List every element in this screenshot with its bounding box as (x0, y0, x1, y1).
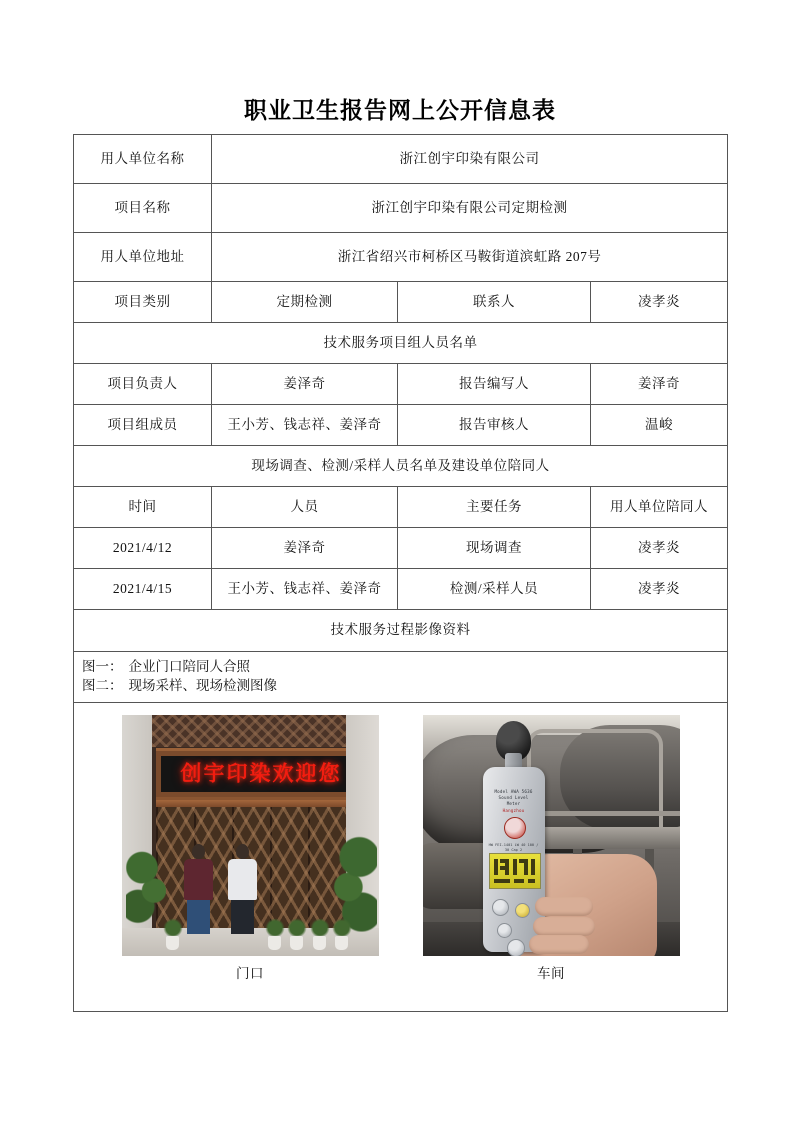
table-row (74, 569, 728, 610)
led-sign (161, 756, 347, 792)
led-sign-text: 创宇印染欢迎您 (180, 761, 342, 786)
cell-main-task: 检测/采样人员 (398, 569, 591, 610)
row-label-report-reviewer: 报告审核人 (398, 405, 591, 446)
row-value-contact-person: 凌孝炎 (591, 282, 728, 323)
cell-main-task: 现场调查 (398, 528, 591, 569)
section-band-team-list: 技术服务项目组人员名单 (74, 323, 728, 364)
row-label-contact-person: 联系人 (398, 282, 591, 323)
figure-text: 企业门口陪同人合照 (128, 659, 250, 674)
column-header-main-task: 主要任务 (398, 487, 591, 528)
figure-key: 图一： (82, 659, 123, 674)
row-label-employer-name: 用人单位名称 (74, 135, 212, 184)
photo-entrance (122, 715, 379, 956)
photo-block-entrance (122, 715, 379, 984)
table-row (74, 702, 728, 1011)
photo-block-workshop (423, 715, 680, 984)
figure-list-item (82, 677, 727, 696)
row-label-project-category: 项目类别 (74, 282, 212, 323)
meter-brand-text: Model AWA 5636 Sound Level Meter Hangzhou (491, 789, 537, 814)
table-row (74, 610, 728, 652)
row-label-team-members: 项目组成员 (74, 405, 212, 446)
meter-button[interactable] (507, 939, 525, 956)
table-row (74, 364, 728, 405)
row-value-project-leader: 姜泽奇 (212, 364, 398, 405)
row-value-report-writer: 姜泽奇 (591, 364, 728, 405)
cell-time: 2021/4/15 (74, 569, 212, 610)
photo-caption-entrance: 门口 (236, 965, 265, 981)
row-label-project-leader: 项目负责人 (74, 364, 212, 405)
figure-key: 图二： (82, 677, 123, 693)
cell-time: 2021/4/12 (74, 528, 212, 569)
column-header-people: 人员 (212, 487, 398, 528)
table-row (74, 446, 728, 487)
row-value-project-name: 浙江创宇印染有限公司定期检测 (212, 184, 728, 233)
public-information-table (73, 134, 728, 1012)
row-label-employer-address: 用人单位地址 (74, 233, 212, 282)
row-value-employer-address: 浙江省绍兴市柯桥区马鞍街道滨虹路 207号 (212, 233, 728, 282)
meter-model-line: Model AWA 5636 (494, 788, 533, 794)
column-header-time: 时间 (74, 487, 212, 528)
table-row (74, 233, 728, 282)
row-value-project-category: 定期检测 (212, 282, 398, 323)
table-row (74, 184, 728, 233)
figure-list-item (82, 658, 727, 677)
meter-badge-icon (504, 817, 526, 839)
meter-type-line: Sound Level Meter (498, 795, 529, 807)
cell-escort: 凌孝炎 (591, 528, 728, 569)
figure-list (74, 652, 728, 703)
row-label-report-writer: 报告编写人 (398, 364, 591, 405)
figure-text: 现场采样、现场检测图像 (128, 677, 277, 693)
meter-button[interactable] (515, 903, 530, 918)
meter-button[interactable] (492, 899, 509, 916)
table-row (74, 282, 728, 323)
section-band-media: 技术服务过程影像资料 (74, 610, 728, 652)
meter-button[interactable] (497, 923, 512, 938)
row-value-employer-name: 浙江创宇印染有限公司 (212, 135, 728, 184)
person-figure (228, 844, 257, 934)
column-header-escort: 用人单位陪同人 (591, 487, 728, 528)
table-row (74, 135, 728, 184)
cell-people: 姜泽奇 (212, 528, 398, 569)
table-row (74, 405, 728, 446)
table-row (74, 323, 728, 364)
photo-workshop (423, 715, 680, 956)
row-value-team-members: 王小芳、钱志祥、姜泽奇 (212, 405, 398, 446)
photo-caption-workshop: 车间 (537, 965, 566, 981)
meter-lcd-display (489, 853, 541, 889)
table-row (74, 528, 728, 569)
section-band-survey-list: 现场调查、检测/采样人员名单及建设单位陪同人 (74, 446, 728, 487)
cell-people: 王小芳、钱志祥、姜泽奇 (212, 569, 398, 610)
person-figure (184, 844, 213, 934)
table-row (74, 652, 728, 703)
meter-spec-text: HW FEI-1401 LW 40 100 / 30 Cap 2 (488, 842, 539, 852)
table-row (74, 487, 728, 528)
cell-escort: 凌孝炎 (591, 569, 728, 610)
row-value-report-reviewer: 温峻 (591, 405, 728, 446)
row-label-project-name: 项目名称 (74, 184, 212, 233)
photo-gallery (74, 702, 728, 1011)
page-title: 职业卫生报告网上公开信息表 (244, 98, 556, 123)
